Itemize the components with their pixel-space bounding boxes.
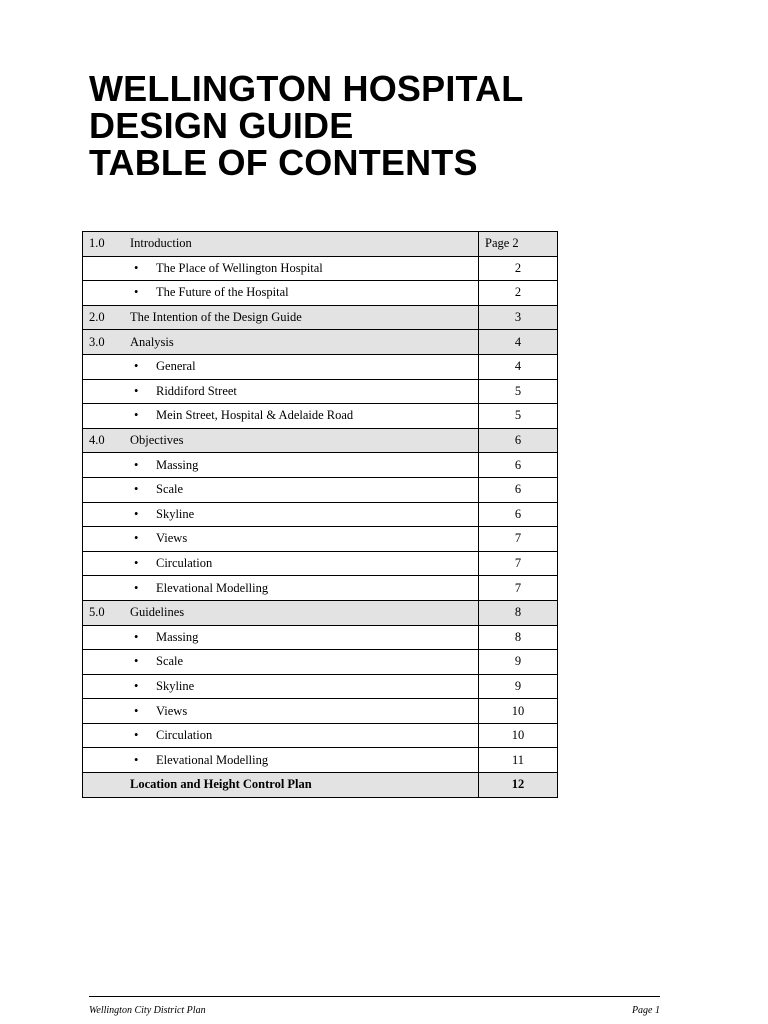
toc-section-row bbox=[83, 428, 558, 453]
toc-entry-text: Elevational Modelling bbox=[156, 752, 269, 767]
toc-page-number: 6 bbox=[479, 477, 558, 502]
bullet-icon: • bbox=[134, 629, 139, 644]
toc-entry-text: Skyline bbox=[156, 506, 195, 521]
toc-entry-label: Analysis bbox=[124, 330, 479, 355]
toc-entry-label bbox=[124, 502, 479, 527]
toc-entry-text: General bbox=[156, 359, 196, 374]
toc-page-number: Page 2 bbox=[479, 232, 558, 257]
toc-page-number: 10 bbox=[479, 723, 558, 748]
toc-entry-text: Scale bbox=[156, 482, 184, 497]
toc-section-number bbox=[83, 281, 125, 306]
toc-page-number: 6 bbox=[479, 453, 558, 478]
title-line-2: DESIGN GUIDE bbox=[89, 105, 354, 146]
toc-section-number bbox=[83, 477, 125, 502]
toc-page-number: 4 bbox=[479, 330, 558, 355]
bullet-icon: • bbox=[134, 482, 139, 497]
toc-entry-label bbox=[124, 379, 479, 404]
toc-entry-text: Riddiford Street bbox=[156, 383, 237, 398]
toc-subitem-row bbox=[83, 502, 558, 527]
toc-subitem-row bbox=[83, 674, 558, 699]
toc-entry-label bbox=[124, 625, 479, 650]
bullet-icon: • bbox=[134, 408, 139, 423]
toc-page-number: 3 bbox=[479, 305, 558, 330]
toc-entry-text: The Place of Wellington Hospital bbox=[156, 260, 323, 275]
toc-section-number: 4.0 bbox=[83, 428, 125, 453]
toc-section-number bbox=[83, 453, 125, 478]
toc-subitem-row bbox=[83, 576, 558, 601]
toc-table bbox=[82, 231, 558, 798]
toc-entry-label bbox=[124, 453, 479, 478]
footer-document-name: Wellington City District Plan bbox=[89, 1005, 206, 1016]
toc-section-number bbox=[83, 379, 125, 404]
toc-entry-label bbox=[124, 477, 479, 502]
toc-subitem-row bbox=[83, 453, 558, 478]
toc-entry-label bbox=[124, 404, 479, 429]
title-line-3: TABLE OF CONTENTS bbox=[89, 142, 478, 183]
toc-entry-text: Circulation bbox=[156, 728, 213, 743]
toc-subitem-row bbox=[83, 404, 558, 429]
bullet-icon: • bbox=[134, 678, 139, 693]
toc-section-number bbox=[83, 256, 125, 281]
toc-section-row bbox=[83, 305, 558, 330]
toc-section-number bbox=[83, 699, 125, 724]
toc-entry-text: The Future of the Hospital bbox=[156, 285, 289, 300]
bullet-icon: • bbox=[134, 260, 139, 275]
toc-page-number: 7 bbox=[479, 527, 558, 552]
toc-entry-text: Views bbox=[156, 531, 188, 546]
toc-page-number: 2 bbox=[479, 281, 558, 306]
toc-page-number: 6 bbox=[479, 428, 558, 453]
toc-section-number: 1.0 bbox=[83, 232, 125, 257]
toc-entry-text: Circulation bbox=[156, 556, 213, 571]
toc-section-row bbox=[83, 600, 558, 625]
bullet-icon: • bbox=[134, 703, 139, 718]
toc-entry-label: Location and Height Control Plan bbox=[124, 773, 479, 798]
toc-section-number bbox=[83, 527, 125, 552]
toc-subitem-row bbox=[83, 281, 558, 306]
toc-section-number bbox=[83, 625, 125, 650]
toc-section-number bbox=[83, 748, 125, 773]
toc-subitem-row bbox=[83, 748, 558, 773]
toc-section-number bbox=[83, 773, 125, 798]
footer-divider bbox=[89, 996, 660, 997]
toc-subitem-row bbox=[83, 256, 558, 281]
toc-section-row bbox=[83, 773, 558, 798]
toc-entry-label bbox=[124, 281, 479, 306]
toc-section-number bbox=[83, 576, 125, 601]
toc-page-number: 6 bbox=[479, 502, 558, 527]
bullet-icon: • bbox=[134, 359, 139, 374]
toc-entry-text: Mein Street, Hospital & Adelaide Road bbox=[156, 408, 354, 423]
bullet-icon: • bbox=[134, 556, 139, 571]
toc-section-row bbox=[83, 232, 558, 257]
toc-entry-label bbox=[124, 748, 479, 773]
toc-subitem-row bbox=[83, 527, 558, 552]
bullet-icon: • bbox=[134, 506, 139, 521]
toc-section-number: 2.0 bbox=[83, 305, 125, 330]
toc-subitem-row bbox=[83, 650, 558, 675]
toc-entry-label: Introduction bbox=[124, 232, 479, 257]
toc-entry-label bbox=[124, 674, 479, 699]
toc-page-number: 12 bbox=[479, 773, 558, 798]
toc-entry-text: Skyline bbox=[156, 678, 195, 693]
toc-section-number bbox=[83, 723, 125, 748]
bullet-icon: • bbox=[134, 531, 139, 546]
toc-body bbox=[83, 232, 558, 798]
toc-subitem-row bbox=[83, 723, 558, 748]
toc-entry-label bbox=[124, 723, 479, 748]
toc-page-number: 11 bbox=[479, 748, 558, 773]
toc-entry-label bbox=[124, 699, 479, 724]
bullet-icon: • bbox=[134, 752, 139, 767]
toc-entry-label bbox=[124, 576, 479, 601]
toc-page-number: 8 bbox=[479, 600, 558, 625]
bullet-icon: • bbox=[134, 580, 139, 595]
toc-page-number: 9 bbox=[479, 650, 558, 675]
toc-page-number: 5 bbox=[479, 379, 558, 404]
bullet-icon: • bbox=[134, 457, 139, 472]
toc-page-number: 2 bbox=[479, 256, 558, 281]
toc-page-number: 8 bbox=[479, 625, 558, 650]
toc-section-number bbox=[83, 674, 125, 699]
toc-subitem-row bbox=[83, 477, 558, 502]
toc-entry-label bbox=[124, 256, 479, 281]
toc-section-row bbox=[83, 330, 558, 355]
toc-entry-text: Massing bbox=[156, 629, 199, 644]
toc-page-number: 5 bbox=[479, 404, 558, 429]
toc-section-number bbox=[83, 354, 125, 379]
toc-section-number bbox=[83, 551, 125, 576]
toc-section-number: 5.0 bbox=[83, 600, 125, 625]
bullet-icon: • bbox=[134, 728, 139, 743]
toc-entry-label bbox=[124, 551, 479, 576]
footer-page-number: Page 1 bbox=[631, 1005, 660, 1016]
toc-page-number: 7 bbox=[479, 576, 558, 601]
toc-entry-label: Guidelines bbox=[124, 600, 479, 625]
toc-page-number: 10 bbox=[479, 699, 558, 724]
toc-section-number bbox=[83, 502, 125, 527]
toc-entry-text: Massing bbox=[156, 457, 199, 472]
bullet-icon: • bbox=[134, 285, 139, 300]
toc-entry-text: Scale bbox=[156, 654, 184, 669]
toc-subitem-row bbox=[83, 699, 558, 724]
bullet-icon: • bbox=[134, 383, 139, 398]
toc-page-number: 9 bbox=[479, 674, 558, 699]
toc-entry-label bbox=[124, 650, 479, 675]
toc-section-number bbox=[83, 404, 125, 429]
toc-page-number: 7 bbox=[479, 551, 558, 576]
page-title bbox=[89, 70, 523, 181]
bullet-icon: • bbox=[134, 654, 139, 669]
toc-section-number bbox=[83, 650, 125, 675]
toc-entry-text: Elevational Modelling bbox=[156, 580, 269, 595]
toc-entry-label: Objectives bbox=[124, 428, 479, 453]
title-line-1: WELLINGTON HOSPITAL bbox=[89, 68, 524, 109]
toc-section-number: 3.0 bbox=[83, 330, 125, 355]
toc-entry-label bbox=[124, 354, 479, 379]
toc-page-number: 4 bbox=[479, 354, 558, 379]
toc-entry-label bbox=[124, 527, 479, 552]
toc-entry-label: The Intention of the Design Guide bbox=[124, 305, 479, 330]
toc-subitem-row bbox=[83, 354, 558, 379]
toc-subitem-row bbox=[83, 379, 558, 404]
toc-subitem-row bbox=[83, 551, 558, 576]
toc-subitem-row bbox=[83, 625, 558, 650]
toc-entry-text: Views bbox=[156, 703, 188, 718]
